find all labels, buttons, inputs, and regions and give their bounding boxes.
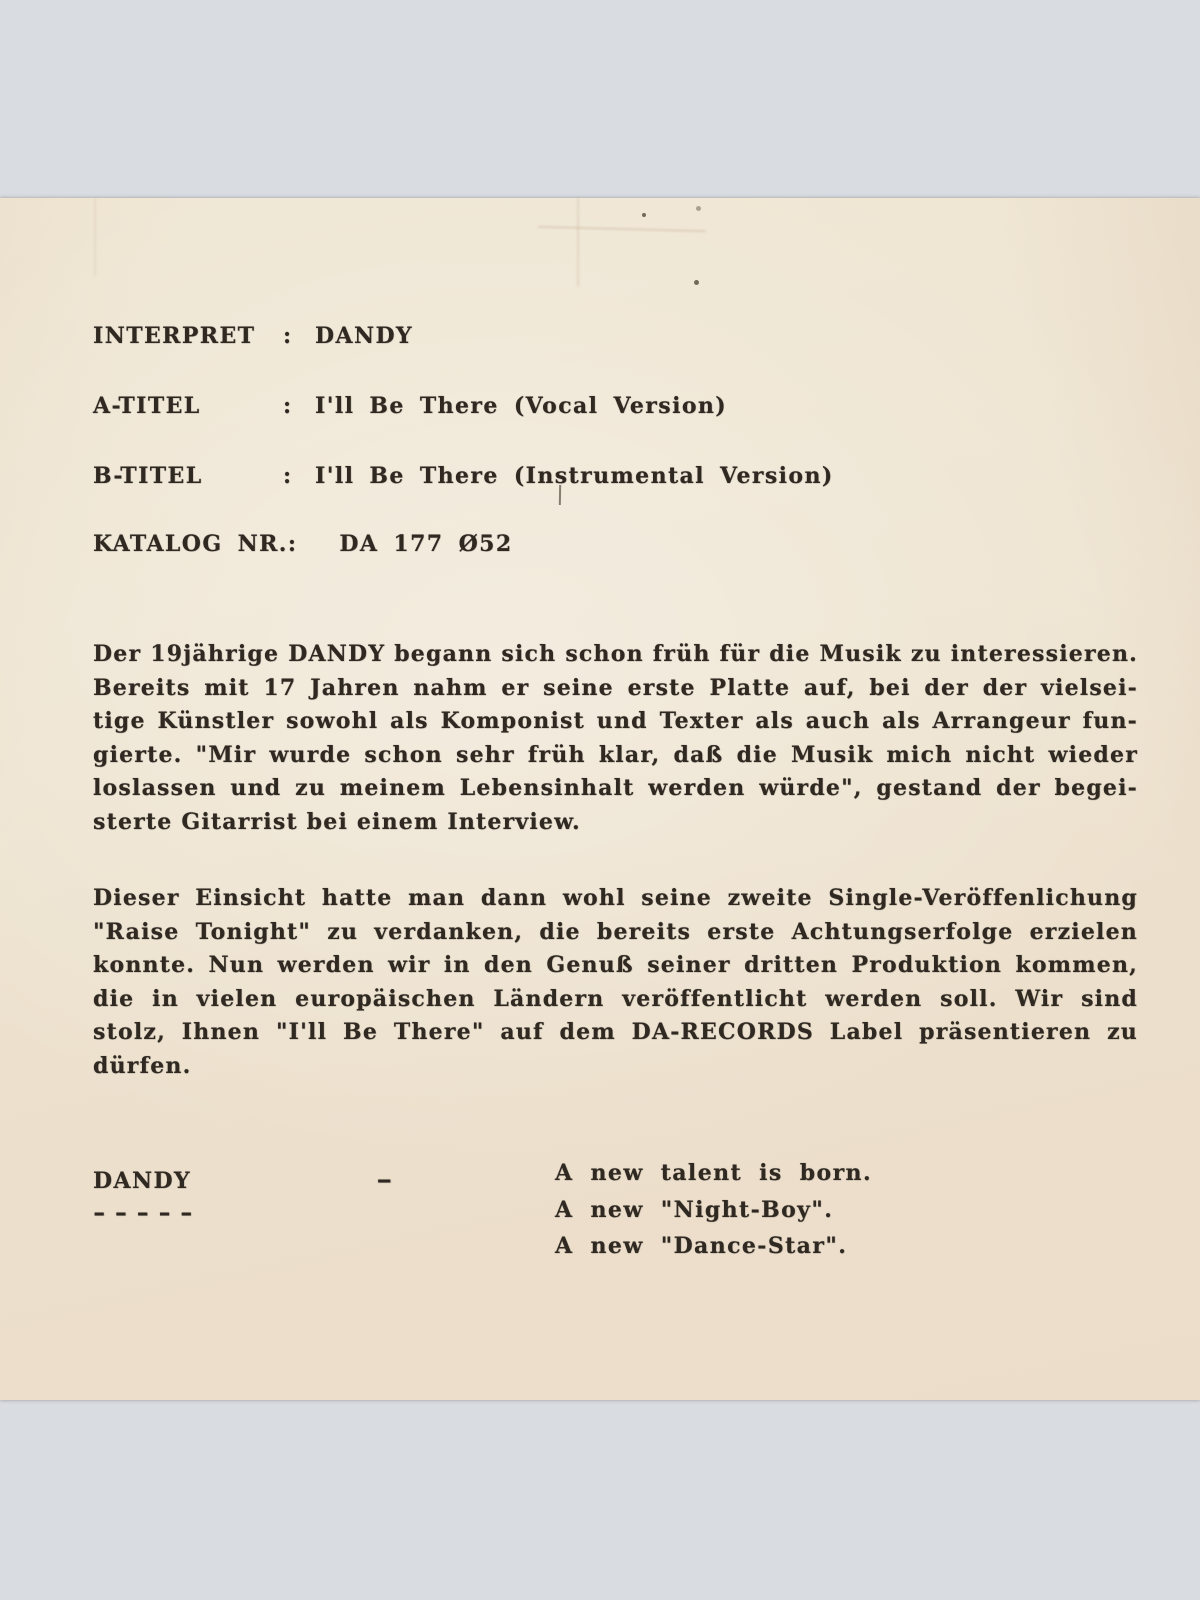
paragraph-line: Bereits mit 17 Jahren nahm er seine erste Platte auf, bei der der vielsei- (93, 674, 1138, 701)
tagline: A new "Night-Boy". (555, 1196, 834, 1223)
info-value: DANDY (315, 323, 414, 349)
scan-speck (694, 280, 699, 285)
info-value: I'll Be There (Instrumental Version) (315, 463, 834, 489)
paragraph-line: dürfen. (93, 1052, 192, 1079)
info-colon: : (283, 463, 293, 489)
release-paragraph (93, 882, 1138, 1084)
artist-underline: ----- (93, 1200, 202, 1226)
bio-paragraph (93, 638, 1138, 840)
info-row-a-titel (93, 392, 727, 420)
artist-name: DANDY (93, 1168, 192, 1194)
info-label: INTERPRET (93, 323, 256, 349)
info-colon: : (283, 323, 293, 349)
info-colon: : (283, 393, 293, 419)
paragraph-line: konnte. Nun werden wir in den Genuß seiner dritten Produktion kommen, (93, 952, 1138, 979)
paragraph-line: die in vielen europäischen Ländern veröffentlicht werden soll. Wir sind (93, 985, 1138, 1012)
scan-speck (696, 206, 701, 211)
paragraph-line: "Raise Tonight" zu verdanken, die bereits erste Achtungserfolge erzielen (93, 918, 1138, 945)
paragraph-line: stolz, Ihnen "I'll Be There" auf dem DA-RECORDS Label präsentieren zu (93, 1019, 1138, 1046)
paragraph-line: gierte. "Mir wurde schon sehr früh klar, daß die Musik mich nicht wieder (93, 741, 1138, 768)
info-label: B-TITEL (93, 463, 203, 489)
scan-speck (642, 213, 646, 217)
info-value: DA 177 Ø52 (339, 531, 513, 557)
paragraph-line: Dieser Einsicht hatte man dann wohl seine zweite Single-Veröffenlichung (93, 885, 1138, 911)
tagline: A new talent is born. (555, 1160, 873, 1186)
paragraph-line: Der 19jährige DANDY begann sich schon früh für die Musik zu interessieren. (93, 641, 1138, 667)
paragraph-line: sterte Gitarrist bei einem Interview. (93, 808, 581, 835)
info-label: A-TITEL (93, 393, 201, 419)
info-row-katalog-nr (93, 530, 513, 558)
info-row-interpret (93, 322, 413, 350)
tagline-list (555, 1155, 872, 1265)
paragraph-line: loslassen und zu meinem Lebensinhalt werden würde", gestand der begei- (93, 775, 1138, 802)
paper-crease (94, 198, 96, 276)
press-release-sheet (0, 198, 1200, 1400)
info-row-b-titel (93, 462, 834, 490)
paragraph-line: tige Künstler sowohl als Komponist und Texter als auch als Arrangeur fun- (93, 708, 1138, 735)
tagline: A new "Dance-Star". (555, 1233, 848, 1260)
paper-crease (577, 198, 579, 286)
paper-crease (538, 226, 706, 232)
info-label: KATALOG NR.: (93, 531, 298, 557)
separator-dash: - (376, 1167, 395, 1193)
info-value: I'll Be There (Vocal Version) (315, 393, 728, 419)
